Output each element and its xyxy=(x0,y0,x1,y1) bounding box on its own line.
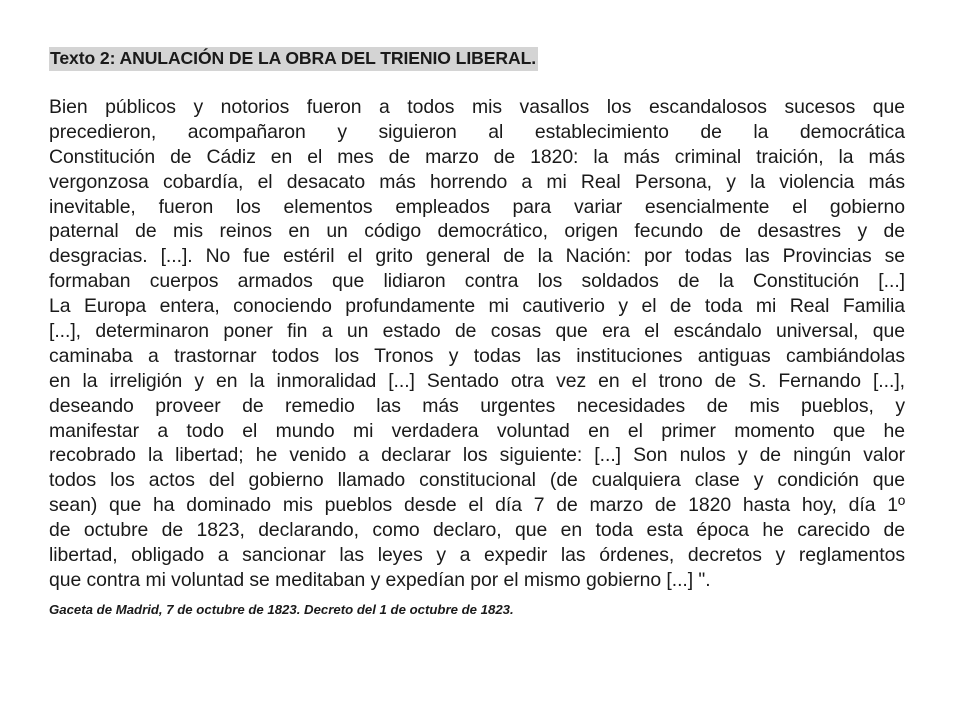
body-line: todos los actos del gobierno llamado constitucional (de cualquiera clase y condición que xyxy=(49,469,905,492)
body-line: libertad, obligado a sancionar las leyes y a expedir las órdenes, decretos y reglamentos xyxy=(49,544,905,567)
body-line: vergonzosa cobardía, el desacato más horrendo a mi Real Persona, y la violencia más xyxy=(49,170,905,193)
body-line: recobrado la libertad; he venido a declarar los siguiente: [...] Son nulos y de ningún valor xyxy=(49,444,905,467)
body-line: Constitución de Cádiz en el mes de marzo de 1820: la más criminal traición, la más xyxy=(49,145,905,168)
body-line: caminaba a trastornar todos los Tronos y todas las instituciones antiguas cambiándolas xyxy=(49,344,905,367)
body-line: desgracias. [...]. No fue estéril el grito general de la Nación: por todas las Provincias se xyxy=(49,245,905,268)
body-line: Bien públicos y notorios fueron a todos mis vasallos los escandalosos sucesos que xyxy=(49,96,905,118)
body-line: que contra mi voluntad se meditaban y expedían por el mismo gobierno [...] ". xyxy=(49,568,711,591)
body-line: de octubre de 1823, declarando, como declaro, que en toda esta época he carecido de xyxy=(49,519,905,542)
body-line: manifestar a todo el mundo mi verdadera voluntad en el primer momento que he xyxy=(49,419,905,442)
body-line: inevitable, fueron los elementos empleados para variar esencialmente el gobierno xyxy=(49,195,905,218)
body-line: formaban cuerpos armados que lidiaron contra los soldados de la Constitución [...] xyxy=(49,270,905,293)
body-line: en la irreligión y en la inmoralidad [...] Sentado otra vez en el trono de S. Fernando [...], xyxy=(49,369,905,392)
body-line: sean) que ha dominado mis pueblos desde el día 7 de marzo de 1820 hasta hoy, día 1º xyxy=(49,494,905,517)
body-line: deseando proveer de remedio las más urgentes necesidades de mis pueblos, y xyxy=(49,394,905,417)
body-line: La Europa entera, conociendo profundamente mi cautiverio y el de toda mi Real Familia xyxy=(49,295,905,318)
source-citation: Gaceta de Madrid, 7 de octubre de 1823. Decreto del 1 de octubre de 1823. xyxy=(49,602,514,617)
body-line: paternal de mis reinos en un código democrático, origen fecundo de desastres y de xyxy=(49,220,905,243)
document-body xyxy=(49,95,905,593)
body-line: [...], determinaron poner fin a un estado de cosas que era el escándalo universal, que xyxy=(49,320,905,343)
body-line: precedieron, acompañaron y siguieron al establecimiento de la democrática xyxy=(49,120,905,143)
document-title: Texto 2: ANULACIÓN DE LA OBRA DEL TRIENIO LIBERAL. xyxy=(49,47,538,71)
